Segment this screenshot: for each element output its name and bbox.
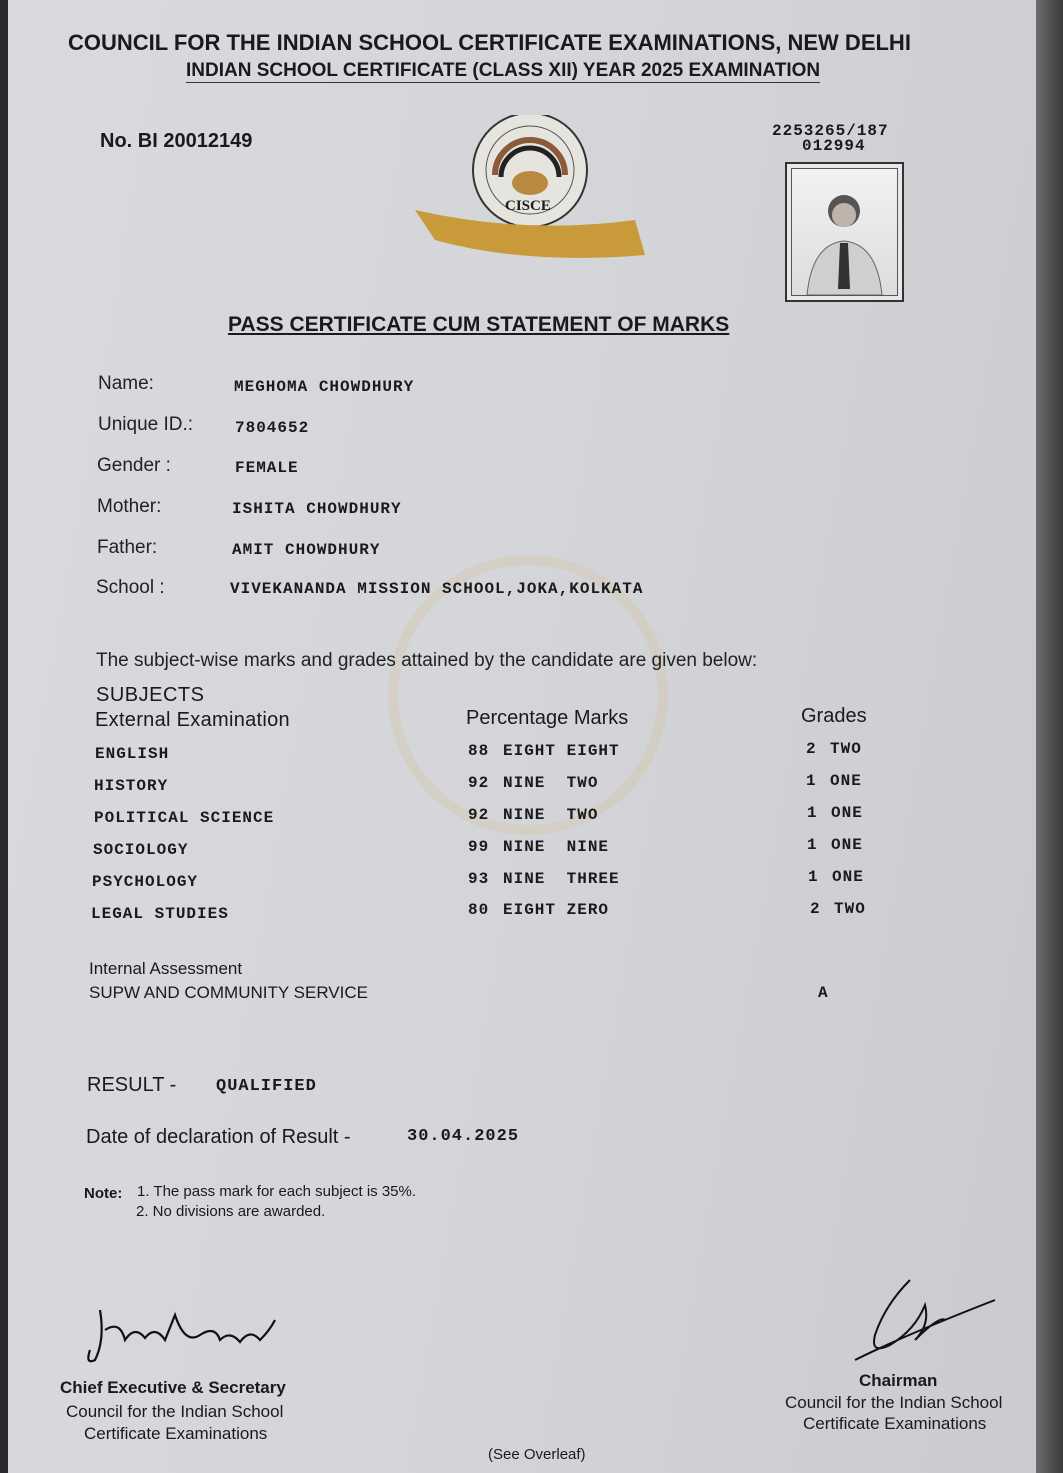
gender-label: Gender : (97, 455, 171, 476)
subject-name: POLITICAL SCIENCE (94, 809, 275, 827)
subject-name: SOCIOLOGY (93, 841, 189, 859)
declaration-date: 30.04.2025 (407, 1127, 520, 1146)
internal-subject: SUPW AND COMMUNITY SERVICE (89, 983, 368, 1002)
candidate-photo (785, 162, 904, 302)
marks-words: NINE THREE (503, 870, 620, 888)
marks-words: NINE NINE (503, 838, 610, 856)
school-label: School : (96, 577, 165, 598)
subject-name: LEGAL STUDIES (91, 905, 229, 923)
left-signatory-line2: Certificate Examinations (84, 1424, 268, 1443)
grade-words: ONE (831, 836, 863, 854)
declaration-label: Date of declaration of Result - (86, 1126, 351, 1148)
see-overleaf: (See Overleaf) (488, 1446, 586, 1463)
right-signature (845, 1275, 1005, 1370)
marks-intro: The subject-wise marks and grades attained by the candidate are given below: (96, 650, 758, 671)
marks-words: EIGHT EIGHT (503, 742, 620, 760)
exam-title: INDIAN SCHOOL CERTIFICATE (CLASS XII) YEAR 2025 EXAMINATION (186, 60, 821, 81)
note-label: Note: (84, 1185, 123, 1202)
index-number: 2253265/187 (772, 122, 889, 140)
grade: 1 (806, 772, 817, 790)
marks: 99 (468, 838, 490, 856)
grade-words: ONE (831, 804, 863, 822)
grades-heading: Grades (801, 705, 867, 727)
result-label: RESULT - (87, 1074, 177, 1096)
marks-words: NINE TWO (503, 806, 599, 824)
note-item-1: 1. The pass mark for each subject is 35%. (137, 1183, 417, 1200)
grade-words: TWO (830, 740, 862, 758)
grade: 1 (807, 836, 818, 854)
grade: 1 (808, 868, 819, 886)
left-signatory-title: Chief Executive & Secretary (60, 1378, 286, 1397)
document-title: PASS CERTIFICATE CUM STATEMENT OF MARKS (228, 313, 730, 336)
background-edge (1036, 0, 1063, 1473)
marks-words: EIGHT ZERO (503, 901, 610, 919)
right-signatory-title: Chairman (859, 1371, 938, 1390)
right-signatory-line2: Certificate Examinations (803, 1414, 987, 1433)
external-heading: External Examination (95, 709, 290, 731)
father-value: AMIT CHOWDHURY (232, 541, 381, 559)
grade-words: ONE (830, 772, 862, 790)
school-value: VIVEKANANDA MISSION SCHOOL,JOKA,KOLKATA (230, 580, 644, 598)
grade: 1 (807, 804, 818, 822)
result-value: QUALIFIED (216, 1077, 317, 1096)
left-signatory-line1: Council for the Indian School (66, 1402, 284, 1421)
grade: 2 (806, 740, 817, 758)
name-value: MEGHOMA CHOWDHURY (234, 378, 415, 396)
serial-number: No. BI 20012149 (100, 130, 253, 152)
marks: 80 (468, 901, 490, 919)
marks-heading: Percentage Marks (466, 707, 629, 729)
subject-name: PSYCHOLOGY (92, 873, 199, 891)
logo-text: CISCE (505, 198, 551, 214)
marks: 88 (468, 742, 490, 760)
grade-words: ONE (832, 868, 864, 886)
father-label: Father: (97, 537, 158, 558)
mother-value: ISHITA CHOWDHURY (232, 500, 402, 518)
grade-words: TWO (834, 900, 866, 918)
council-title: COUNCIL FOR THE INDIAN SCHOOL CERTIFICATE EXAMINATIONS, NEW DELHI (68, 30, 911, 55)
marks-words: NINE TWO (503, 774, 599, 792)
cisce-logo (415, 115, 650, 260)
internal-grade: A (818, 984, 829, 1002)
unique-id-label: Unique ID.: (98, 414, 194, 435)
marks: 92 (468, 806, 490, 824)
internal-assessment-heading: Internal Assessment (89, 959, 243, 978)
gender-value: FEMALE (235, 459, 299, 477)
subjects-heading: SUBJECTS (96, 684, 205, 706)
left-signature (80, 1300, 290, 1370)
note-item-2: 2. No divisions are awarded. (136, 1203, 326, 1220)
subject-name: HISTORY (94, 777, 169, 795)
subject-name: ENGLISH (95, 745, 170, 763)
mother-label: Mother: (97, 496, 162, 517)
name-label: Name: (98, 373, 154, 394)
unique-id-value: 7804652 (235, 419, 310, 437)
marks: 93 (468, 870, 490, 888)
index-number-2: 012994 (802, 137, 866, 155)
marks: 92 (468, 774, 490, 792)
right-signatory-line1: Council for the Indian School (785, 1393, 1003, 1412)
grade: 2 (810, 900, 821, 918)
